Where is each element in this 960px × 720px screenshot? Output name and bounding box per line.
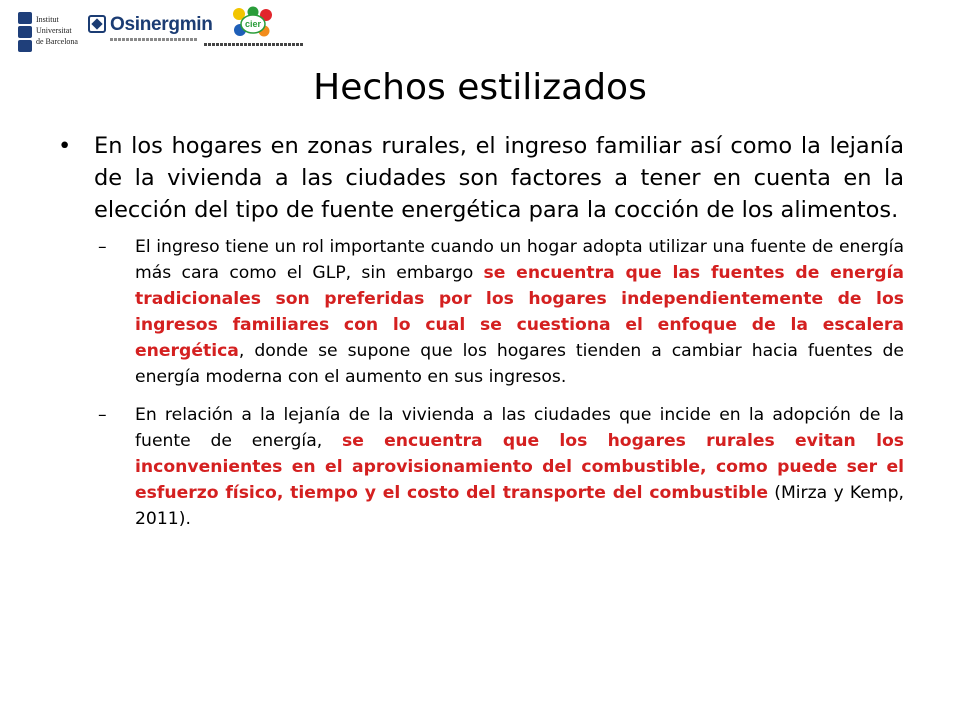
sub-bullet-text-end: , donde se supone que los hogares tienden a cambiar hacia fuentes de energía moderna con el aumento en sus ingresos.: [135, 341, 904, 387]
sub-bullet-income: [98, 234, 904, 390]
sub-bullet-text: El ingreso tiene un rol importante cuando un hogar adopta utilizar una fuente de energía más cara como el GLP, sin embargo: [135, 237, 904, 283]
sub-bullet-marker: –: [98, 237, 107, 257]
sub-bullet-text: En relación a la lejanía de la vivienda a las ciudades que incide en la adopción de la fuente de energía,: [135, 405, 904, 451]
slide-body: [58, 130, 904, 532]
logo-bar: [0, 0, 960, 60]
ub-logo-mark: [18, 12, 32, 52]
cier-logo: [204, 6, 304, 52]
osinergmin-tagline: [110, 38, 198, 41]
osinergmin-logo: [88, 10, 213, 48]
sub-bullet-text-end: (Mirza y Kemp, 2011).: [135, 483, 904, 529]
sub-bullet-marker: –: [98, 405, 107, 425]
osinergmin-icon: [88, 15, 106, 33]
sub-bullet-distance: [98, 402, 904, 532]
bullet-text: En los hogares en zonas rurales, el ingreso familiar así como la lejanía de la vivienda a las ciudades son factores a tener en cuenta en la elección del tipo de fuente energética para la cocción de los alimentos.: [94, 133, 904, 223]
ub-logo-text: Institut Universitat de Barcelona: [36, 15, 78, 46]
cier-name: cier: [244, 19, 262, 29]
slide-title: Hechos estilizados: [313, 67, 647, 108]
cier-tagline: [204, 43, 304, 46]
osinergmin-name: Osinergmin: [110, 14, 213, 35]
bullet-marker: •: [58, 133, 72, 159]
universitat-barcelona-logo: [18, 12, 82, 52]
sub-bullet-highlight: se encuentra que las fuentes de energía tradicionales son preferidas por los hogares independientemente de los ingresos familiares con lo cual se cuestiona el enfoque de la escalera energética: [135, 263, 904, 361]
cier-emblem-icon: [230, 6, 276, 40]
sub-bullet-highlight: se encuentra que los hogares rurales evitan los inconvenientes en el aprovisionamiento del combustible, como puede ser el esfuerzo físico, tiempo y el costo del transporte del combustible: [135, 431, 904, 503]
bullet-item: [58, 130, 904, 226]
